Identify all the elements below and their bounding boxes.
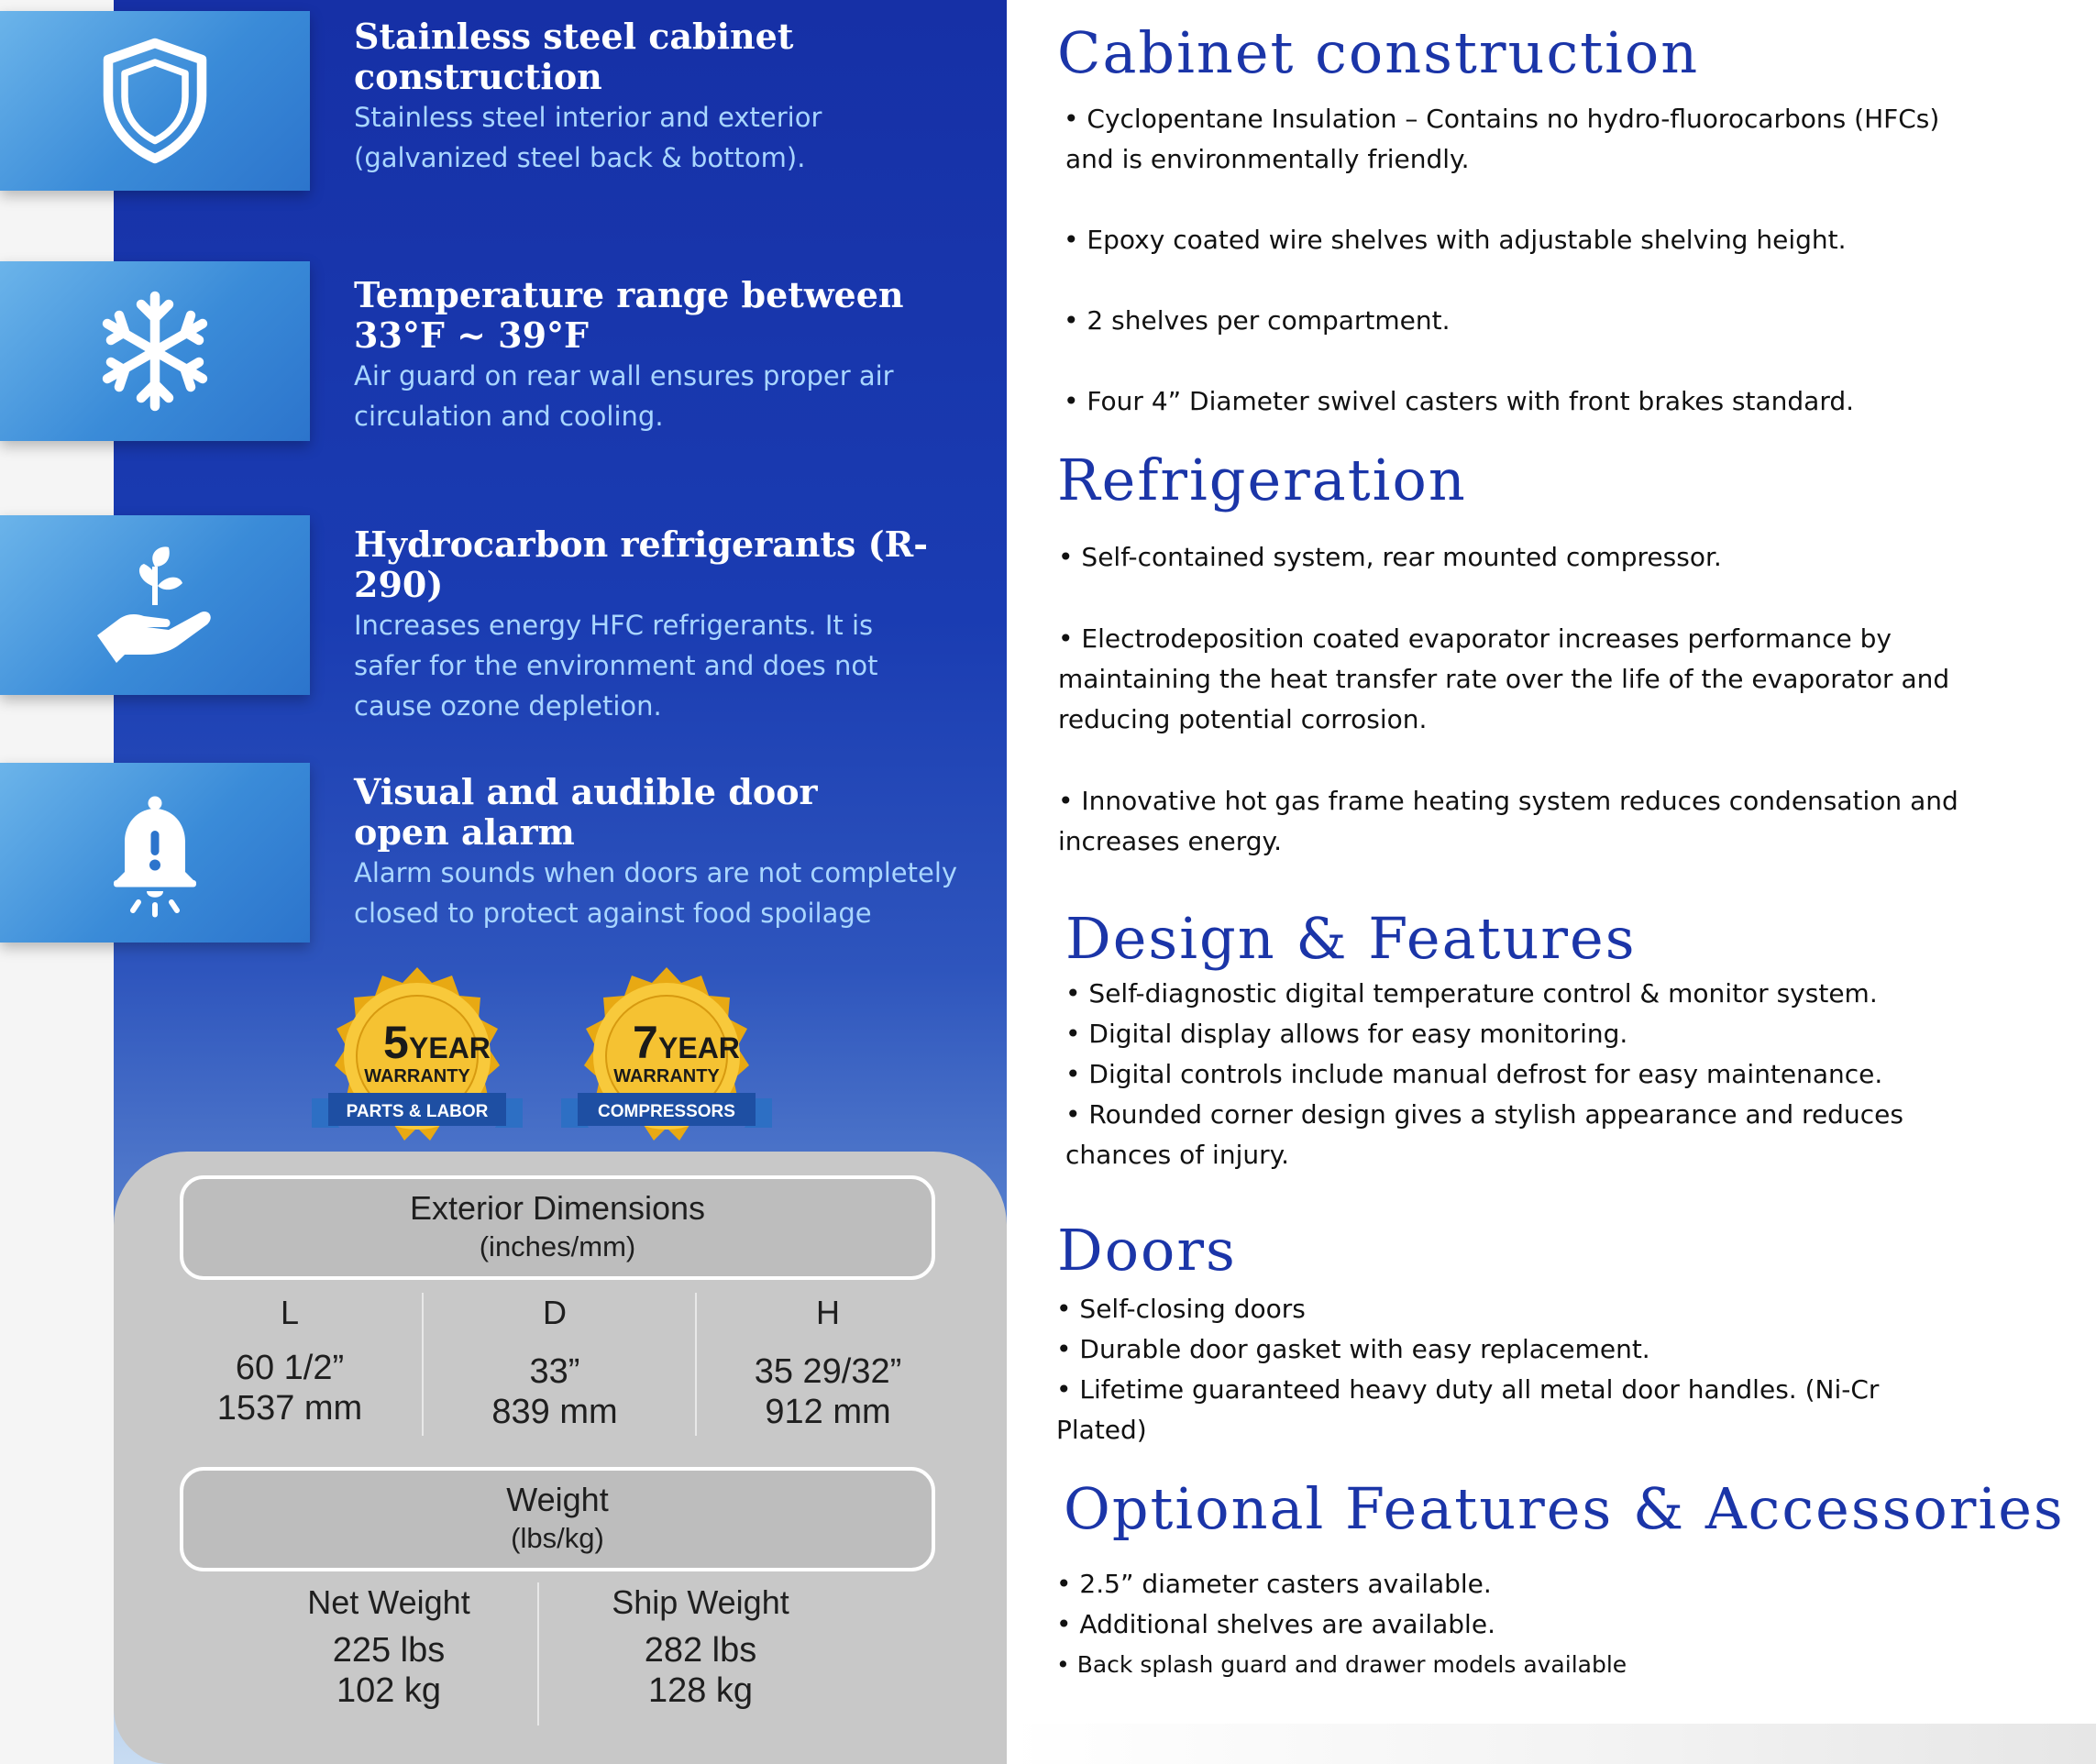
feature-icon-tile-2 <box>0 261 310 441</box>
warranty-badge-5-year <box>312 963 523 1174</box>
exterior-dimensions-units: (inches/mm) <box>479 1230 636 1262</box>
dimension-height <box>713 1293 943 1432</box>
bullet-back-splash: • Back splash guard and drawer models available <box>1056 1651 1627 1678</box>
warranty-badge-7-year <box>561 963 772 1174</box>
feature-desc-line2: closed to protect against food spoilage <box>354 898 872 929</box>
feature-desc-line1: Alarm sounds when doors are not completely <box>354 857 958 888</box>
dimension-length <box>189 1293 391 1428</box>
badge-number: 5 <box>383 1017 409 1068</box>
badge-year: YEAR <box>658 1031 740 1064</box>
feature-desc-line1: Increases energy HFC refrigerants. It is <box>354 610 874 641</box>
bullet-self-closing: • Self-closing doors <box>1056 1294 1306 1324</box>
bullet-digital-controls: • Digital controls include manual defrost for easy maintenance. <box>1065 1059 1883 1089</box>
dimension-inches: 35 29/32” <box>754 1352 902 1391</box>
bullet-self-contained: • Self-contained system, rear mounted compressor. <box>1058 542 1722 572</box>
weight-header <box>180 1467 935 1571</box>
dimension-mm: 912 mm <box>765 1393 891 1431</box>
bullet-rounded-corners-line2: chances of injury. <box>1065 1140 1290 1170</box>
bullet-casters-option: • 2.5” diameter casters available. <box>1056 1569 1492 1599</box>
dimension-mm: 1537 mm <box>216 1389 363 1428</box>
weight-title: Weight <box>506 1481 609 1518</box>
feature-stainless <box>354 17 987 178</box>
section-title-doors: Doors <box>1057 1217 1237 1284</box>
dimension-inches: 33” <box>529 1352 580 1391</box>
bullet-evaporator-line3: reducing potential corrosion. <box>1058 704 1428 734</box>
bullet-casters: • Four 4” Diameter swivel casters with front brakes standard. <box>1064 386 1855 416</box>
bullet-door-handles-line2: Plated) <box>1056 1415 1147 1445</box>
weight-units: (lbs/kg) <box>511 1522 604 1554</box>
feature-icon-tile-3 <box>0 515 310 695</box>
feature-title-line1: Stainless steel cabinet <box>354 16 794 57</box>
bullet-epoxy-shelves: • Epoxy coated wire shelves with adjustable shelving height. <box>1064 225 1847 255</box>
feature-title-line1: Hydrocarbon refrigerants (R-290) <box>354 524 928 605</box>
weight-lbs: 225 lbs <box>332 1631 446 1670</box>
feature-title-line1: Temperature range between <box>354 274 904 315</box>
weight-lbs: 282 lbs <box>644 1631 757 1670</box>
bottom-shade <box>1009 1724 2096 1764</box>
bell-alarm-icon <box>86 784 224 921</box>
bullet-evaporator-line1: • Electrodeposition coated evaporator increases performance by <box>1058 623 1892 654</box>
feature-desc-line2: safer for the environment and does not <box>354 650 878 681</box>
feature-door-alarm <box>354 772 987 933</box>
badge-year: YEAR <box>409 1031 491 1064</box>
section-title-optional: Optional Features & Accessories <box>1064 1475 2065 1542</box>
feature-title-line2: 33°F ~ 39°F <box>354 314 590 356</box>
feature-title-line2: open alarm <box>354 811 575 853</box>
dimension-label: L <box>280 1294 300 1331</box>
snowflake-icon <box>86 282 224 420</box>
feature-desc-line2: circulation and cooling. <box>354 401 664 432</box>
column-divider <box>537 1582 539 1725</box>
feature-desc-line3: cause ozone depletion. <box>354 690 662 722</box>
feature-title-line1: Visual and audible door <box>354 771 818 812</box>
bullet-evaporator-line2: maintaining the heat transfer rate over the life of the evaporator and <box>1058 664 1950 694</box>
hand-plant-icon <box>86 536 224 674</box>
bullet-rounded-corners-line1: • Rounded corner design gives a stylish appearance and reduces <box>1065 1099 1903 1130</box>
feature-icon-tile-4 <box>0 763 310 943</box>
bullet-door-gasket: • Durable door gasket with easy replacement. <box>1056 1334 1650 1364</box>
feature-desc-line2: (galvanized steel back & bottom). <box>354 142 806 173</box>
weight-label: Net Weight <box>307 1583 470 1621</box>
bullet-additional-shelves: • Additional shelves are available. <box>1056 1609 1495 1639</box>
exterior-dimensions-header <box>180 1175 935 1280</box>
feature-title-line2: construction <box>354 56 602 97</box>
badge-warranty: WARRANTY <box>613 1066 720 1086</box>
exterior-dimensions-title: Exterior Dimensions <box>409 1189 706 1227</box>
bullet-door-handles-line1: • Lifetime guaranteed heavy duty all metal door handles. (Ni-Cr <box>1056 1374 1880 1405</box>
bullet-cyclopentane-line2: and is environmentally friendly. <box>1065 144 1470 174</box>
badge-ribbon-text: COMPRESSORS <box>598 1102 735 1121</box>
badge-warranty: WARRANTY <box>364 1066 470 1086</box>
dimension-label: H <box>816 1294 840 1331</box>
section-title-refrigeration: Refrigeration <box>1057 447 1467 513</box>
section-title-design: Design & Features <box>1065 905 1637 972</box>
bullet-digital-display: • Digital display allows for easy monitoring. <box>1065 1019 1628 1049</box>
column-divider <box>422 1293 424 1436</box>
feature-desc-line1: Air guard on rear wall ensures proper air <box>354 360 894 391</box>
badge-number: 7 <box>633 1017 658 1068</box>
feature-hydrocarbon <box>354 524 987 726</box>
feature-temperature <box>354 275 987 436</box>
feature-desc-line1: Stainless steel interior and exterior <box>354 102 822 133</box>
bullet-hot-gas-line2: increases energy. <box>1058 826 1282 856</box>
dimensions-card <box>114 1152 1007 1764</box>
weight-label: Ship Weight <box>612 1583 789 1621</box>
shield-icon <box>86 32 224 170</box>
bullet-cyclopentane-line1: • Cyclopentane Insulation – Contains no hydro-fluorocarbons (HFCs) <box>1064 104 1940 134</box>
badge-ribbon-text: PARTS & LABOR <box>346 1102 489 1121</box>
net-weight <box>260 1582 517 1711</box>
ship-weight <box>563 1582 838 1711</box>
section-title-cabinet: Cabinet construction <box>1057 19 1700 86</box>
bullet-hot-gas-line1: • Innovative hot gas frame heating system reduces condensation and <box>1058 786 1958 816</box>
dimension-depth <box>440 1293 669 1432</box>
bullet-self-diagnostic: • Self-diagnostic digital temperature control & monitor system. <box>1065 978 1878 1009</box>
feature-icon-tile-1 <box>0 11 310 191</box>
dimension-mm: 839 mm <box>491 1393 618 1431</box>
weight-kg: 102 kg <box>336 1671 442 1710</box>
column-divider <box>695 1293 697 1436</box>
dimension-inches: 60 1/2” <box>235 1349 345 1387</box>
bullet-shelves-per-compartment: • 2 shelves per compartment. <box>1064 305 1451 336</box>
dimension-label: D <box>543 1294 567 1331</box>
weight-kg: 128 kg <box>647 1671 754 1710</box>
